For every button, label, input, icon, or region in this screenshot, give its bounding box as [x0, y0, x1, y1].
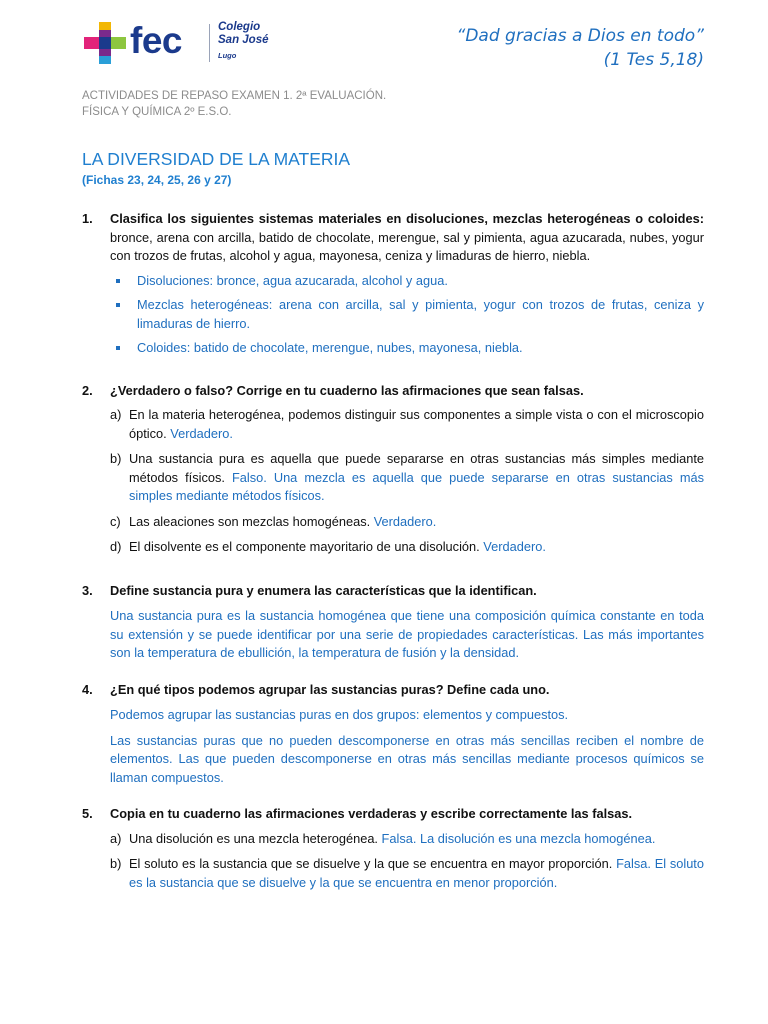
answer-text: Mezclas heterogéneas: arena con arcilla, sal y pimienta, yogur con trozos de frutas, ceniza y limaduras de hierro. — [137, 297, 704, 331]
school-name — [218, 21, 269, 62]
questions — [82, 210, 704, 899]
bullet-square-icon — [116, 303, 120, 307]
item-letter: a) — [110, 407, 122, 422]
item-letter: d) — [110, 539, 122, 554]
item-letter: b) — [110, 451, 122, 466]
logo-divider — [209, 24, 210, 62]
item-letter: c) — [110, 513, 121, 529]
question-number: 4. — [82, 681, 93, 697]
spacer — [82, 564, 704, 582]
statement-text: El soluto es la sustancia que se disuelve y la que se encuentra en mayor proporción. — [129, 856, 617, 871]
meta-subject: FÍSICA Y QUÍMICA 2º E.S.O. — [82, 106, 232, 118]
answer-text: Verdadero. — [373, 513, 437, 529]
answer-text: Falsa. El soluto es la sustancia que se disuelve y la que se encuentra en menor proporción. — [129, 856, 704, 890]
list-item — [110, 450, 704, 506]
list-item — [110, 406, 704, 443]
bullet-square-icon — [116, 279, 120, 283]
list-item — [110, 513, 704, 532]
answer-list — [110, 272, 704, 358]
answer-text: Falsa. La disolución es una mezcla homogénea. — [381, 830, 656, 846]
spacer — [82, 364, 704, 382]
meta-activity: ACTIVIDADES DE REPASO EXAMEN 1. 2ª EVALUACIÓN. — [82, 90, 387, 102]
question-rest-text: bronce, arena con arcilla, batido de chocolate, merengue, sal y pimienta, agua azucarada, nubes, yogur con trozos de frutas, alcohol y agua, mayonesa, ceniza y limaduras de hierro, niebla. — [110, 229, 704, 263]
statement-list — [110, 406, 704, 557]
statement-text: Las aleaciones son mezclas homogéneas. — [129, 513, 374, 529]
school-name-line2: San José — [218, 34, 269, 46]
school-city: Lugo — [218, 51, 237, 60]
answer-text: Verdadero. — [483, 539, 546, 554]
answer-text: Coloides: batido de chocolate, merengue, nubes, mayonesa, niebla. — [137, 340, 523, 355]
motto-reference: (1 Tes 5,18) — [603, 50, 704, 70]
question-1 — [82, 210, 704, 358]
spacer — [82, 663, 704, 681]
fec-logo-text: fec — [130, 20, 182, 61]
document-meta — [82, 88, 386, 120]
question-number: 1. — [82, 211, 93, 226]
motto-quote: “Dad gracias a Dios en todo” — [456, 26, 704, 46]
motto — [457, 24, 704, 72]
question-text — [110, 210, 704, 266]
question-text: Copia en tu cuaderno las afirmaciones verdaderas y escribe correctamente las falsas. — [110, 806, 633, 821]
statement-list — [110, 830, 704, 893]
answer-text: Disoluciones: bronce, agua azucarada, alcohol y agua. — [137, 272, 448, 288]
statement-text: En la materia heterogénea, podemos distinguir sus componentes a simple vista o con el microscopio óptico. — [129, 407, 704, 441]
question-4 — [82, 681, 704, 788]
spacer — [82, 787, 704, 805]
question-number: 5. — [82, 806, 93, 821]
list-item — [110, 296, 704, 333]
question-3 — [82, 582, 704, 663]
answer-text: Las sustancias puras que no pueden descomponerse en otras más sencillas reciben el nombre de elementos. Las que pueden descomponerse en otras más sencillas mediante procesos químicos se llaman compuestos. — [110, 732, 704, 785]
answer-text: Verdadero. — [170, 425, 233, 441]
question-text: ¿En qué tipos podemos agrupar las sustancias puras? Define cada uno. — [110, 681, 550, 697]
statement-text: Una sustancia pura es aquella que puede separarse en otras sustancias más simples mediante métodos físicos. — [129, 451, 704, 485]
question-text: ¿Verdadero o falso? Corrige en tu cuaderno las afirmaciones que sean falsas. — [110, 382, 584, 398]
list-item — [110, 855, 704, 892]
bullet-square-icon — [116, 346, 120, 350]
answer-text: Una sustancia pura es la sustancia homogénea que tiene una composición química constante en toda su extensión y se puede identificar por una serie de propiedades características. Las más importantes son la temperatura de ebullición, la temperatura de fusión y la densidad. — [110, 608, 704, 660]
question-bold-text: Clasifica los siguientes sistemas materiales en disoluciones, mezclas heterogéneas o coloides: — [110, 211, 704, 226]
item-letter: b) — [110, 856, 122, 871]
statement-text: El disolvente es el componente mayoritario de una disolución. — [129, 539, 484, 554]
question-number: 3. — [82, 582, 93, 598]
page-title: LA DIVERSIDAD DE LA MATERIA — [82, 149, 351, 169]
list-item — [110, 272, 704, 291]
list-item — [110, 538, 704, 557]
question-text: Define sustancia pura y enumera las características que la identifican. — [110, 582, 537, 598]
list-item — [110, 339, 704, 358]
item-letter: a) — [110, 830, 122, 846]
question-2 — [82, 382, 704, 557]
question-number: 2. — [82, 382, 93, 398]
answer-text: Podemos agrupar las sustancias puras en dos grupos: elementos y compuestos. — [110, 707, 569, 722]
page-header — [0, 0, 768, 80]
statement-text: Una disolución es una mezcla heterogénea. — [129, 830, 382, 846]
fec-cross-logo-icon — [84, 22, 126, 64]
question-5 — [82, 805, 704, 892]
answer-text: Falso. Una mezcla es aquella que puede separarse en otras sustancias más simples mediante métodos físicos. — [129, 469, 704, 503]
list-item — [110, 830, 704, 849]
school-name-line1: Colegio — [218, 21, 261, 33]
page-subtitle: (Fichas 23, 24, 25, 26 y 27) — [82, 173, 232, 187]
